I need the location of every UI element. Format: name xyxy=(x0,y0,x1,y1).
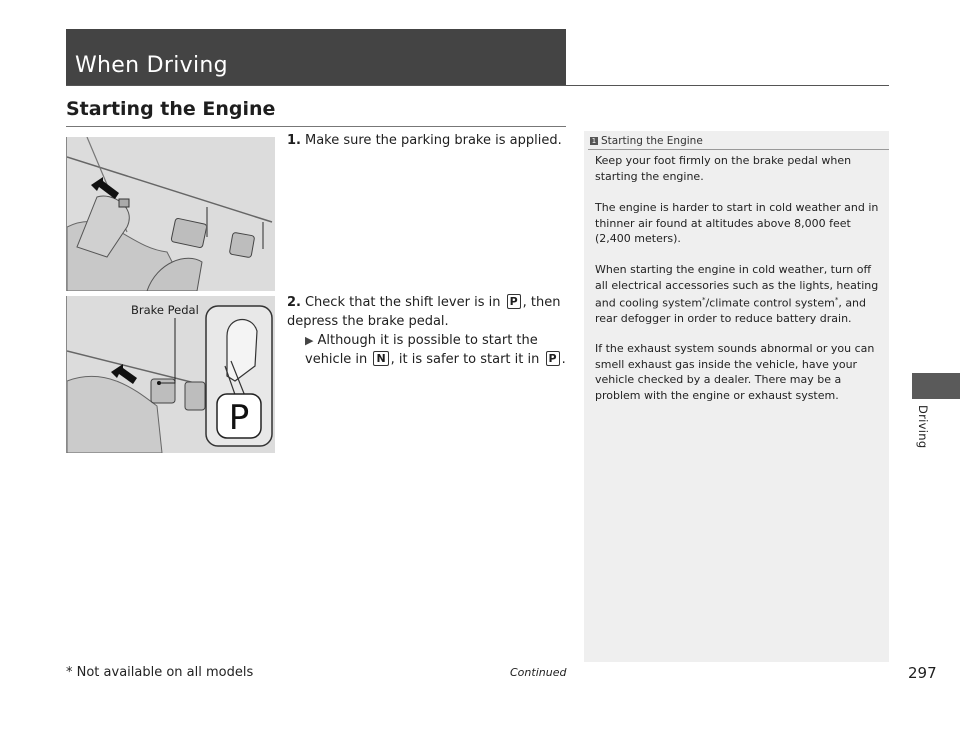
shift-lever-illustration xyxy=(66,296,275,453)
shift-key-p: P xyxy=(546,351,560,366)
side-note-paragraph: If the exhaust system sounds abnormal or you can smell exhaust gas inside the vehicle, have your vehicle checked by a dealer. There may be a problem with the engine or exhaust system. xyxy=(595,342,875,402)
svg-text:P: P xyxy=(228,398,250,438)
footnote-marker: * xyxy=(834,296,839,304)
parking-brake-illustration xyxy=(66,137,275,291)
side-note-paragraph xyxy=(595,262,881,327)
chapter-tab xyxy=(912,373,960,399)
arrow-right-icon: ▶ xyxy=(305,334,314,347)
note-text: , and rear defogger in order to reduce battery drain. xyxy=(595,296,867,326)
step-number: 2. xyxy=(287,295,301,310)
section-header xyxy=(66,29,566,85)
chapter-tab-label: Driving xyxy=(916,405,930,449)
side-note-rule xyxy=(588,149,889,150)
step-2-note xyxy=(305,331,575,369)
note-text-middle: , it is safer to start it in xyxy=(390,352,540,367)
side-note-title: Starting the Engine xyxy=(601,135,703,147)
step-text-after: , then depress the brake pedal. xyxy=(287,295,561,329)
note-text: Although it is possible to start the vehicle in xyxy=(305,333,538,367)
heading-rule xyxy=(66,126,566,127)
header-rule xyxy=(66,85,889,86)
side-note-title-row xyxy=(590,135,703,147)
shift-key-n: N xyxy=(373,351,388,366)
note-reference-icon: 1 xyxy=(591,137,597,145)
page-number: 297 xyxy=(908,664,937,682)
continued-label: Continued xyxy=(510,666,567,679)
side-note-panel xyxy=(584,131,889,662)
step-text: Check that the shift lever is in xyxy=(304,295,501,310)
brake-pedal-label: Brake Pedal xyxy=(131,303,199,317)
shift-key-p: P xyxy=(507,294,521,309)
side-note-paragraph: The engine is harder to start in cold weather and in thinner air found at altitudes above 8,000 feet (2,400 meters). xyxy=(595,201,879,245)
footnote-marker: * xyxy=(702,296,706,304)
note-text-end: . xyxy=(561,352,566,367)
step-2 xyxy=(287,293,577,331)
step-text: Make sure the parking brake is applied. xyxy=(304,133,562,148)
footnote: * Not available on all models xyxy=(66,665,254,680)
step-1 xyxy=(287,131,577,150)
step-number: 1. xyxy=(287,133,301,148)
side-note-paragraph: Keep your foot firmly on the brake pedal when starting the engine. xyxy=(595,154,852,183)
section-title: When Driving xyxy=(75,53,228,78)
page-heading: Starting the Engine xyxy=(66,98,276,120)
note-text: When starting the engine in cold weather, turn off all electrical accessories such as the lights, heating and cooling system xyxy=(595,263,879,310)
note-text: /climate control system xyxy=(705,296,835,310)
